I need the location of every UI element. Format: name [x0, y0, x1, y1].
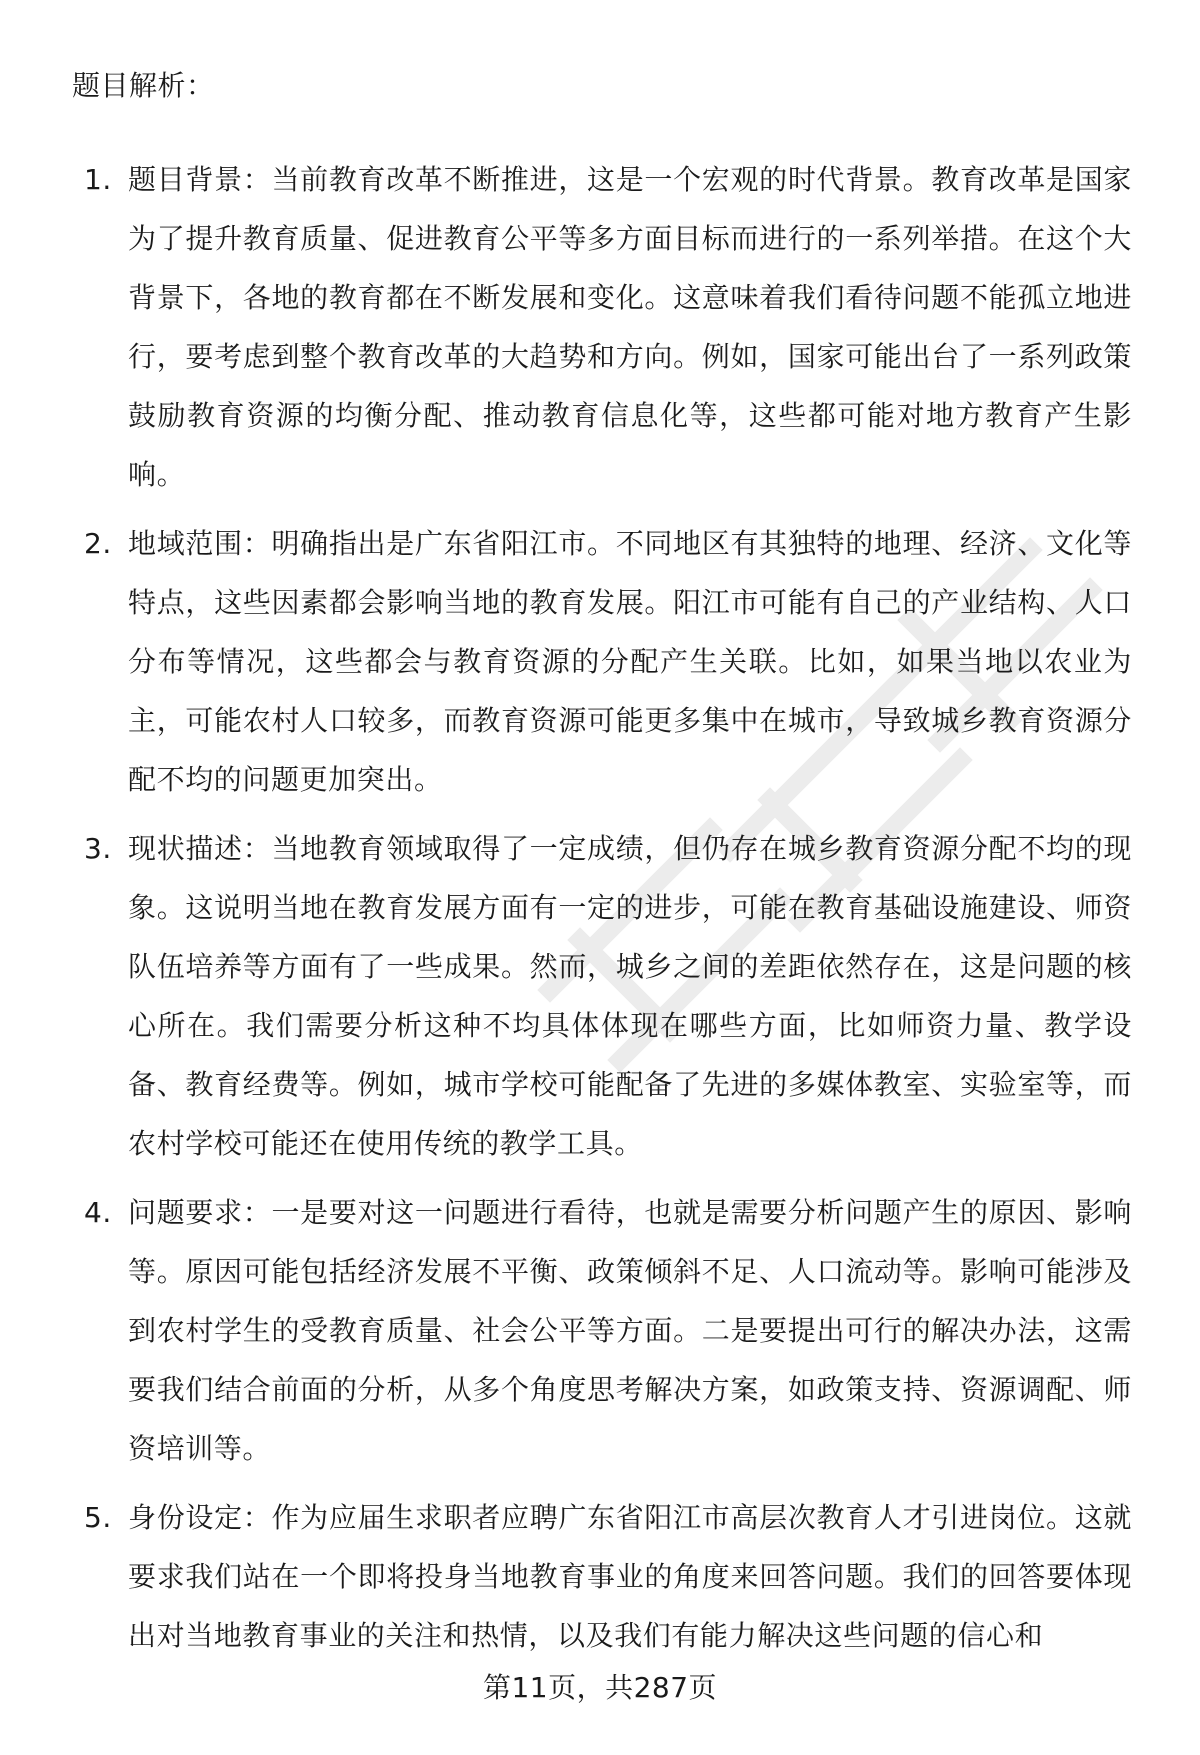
analysis-list [0, 150, 1200, 1675]
page-number-footer: 第11页，共287页 [482, 1671, 718, 1704]
list-item [0, 514, 1200, 809]
list-item-number: 1. [84, 163, 112, 196]
list-item [0, 1488, 1200, 1665]
list-item [0, 1183, 1200, 1478]
list-item-text: 题目背景：当前教育改革不断推进，这是一个宏观的时代背景。教育改革是国家为了提升教育质量、促进教育公平等多方面目标而进行的一系列举措。在这个大背景下，各地的教育都在不断发展和变化。这意味着我们看待问题不能孤立地进行，要考虑到整个教育改革的大趋势和方向。例如，国家可能出台了一系列政策鼓励教育资源的均衡分配、推动教育信息化等，这些都可能对地方教育产生影响。 [128, 163, 1132, 491]
list-item [0, 819, 1200, 1173]
list-item-number: 5. [84, 1501, 112, 1534]
page-heading: 题目解析： [72, 69, 215, 102]
list-item-number: 3. [84, 832, 112, 865]
list-item-text: 现状描述：当地教育领域取得了一定成绩，但仍存在城乡教育资源分配不均的现象。这说明当地在教育发展方面有一定的进步，可能在教育基础设施建设、师资队伍培养等方面有了一些成果。然而，城乡之间的差距依然存在，这是问题的核心所在。我们需要分析这种不均具体体现在哪些方面，比如师资力量、教学设备、教育经费等。例如，城市学校可能配备了先进的多媒体教室、实验室等，而农村学校可能还在使用传统的教学工具。 [128, 832, 1132, 1160]
list-item-text: 身份设定：作为应届生求职者应聘广东省阳江市高层次教育人才引进岗位。这就要求我们站在一个即将投身当地教育事业的角度来回答问题。我们的回答要体现出对当地教育事业的关注和热情，以及我们有能力解决这些问题的信心和 [128, 1501, 1132, 1652]
list-item [0, 150, 1200, 504]
list-item-text: 地域范围：明确指出是广东省阳江市。不同地区有其独特的地理、经济、文化等特点，这些因素都会影响当地的教育发展。阳江市可能有自己的产业结构、人口分布等情况，这些都会与教育资源的分配产生关联。比如，如果当地以农业为主，可能农村人口较多，而教育资源可能更多集中在城市，导致城乡教育资源分配不均的问题更加突出。 [128, 527, 1132, 796]
list-item-number: 4. [84, 1196, 112, 1229]
list-item-number: 2. [84, 527, 112, 560]
list-item-text: 问题要求：一是要对这一问题进行看待，也就是需要分析问题产生的原因、影响等。原因可能包括经济发展不平衡、政策倾斜不足、人口流动等。影响可能涉及到农村学生的受教育质量、社会公平等方面。二是要提出可行的解决办法，这需要我们结合前面的分析，从多个角度思考解决方案，如政策支持、资源调配、师资培训等。 [128, 1196, 1132, 1465]
